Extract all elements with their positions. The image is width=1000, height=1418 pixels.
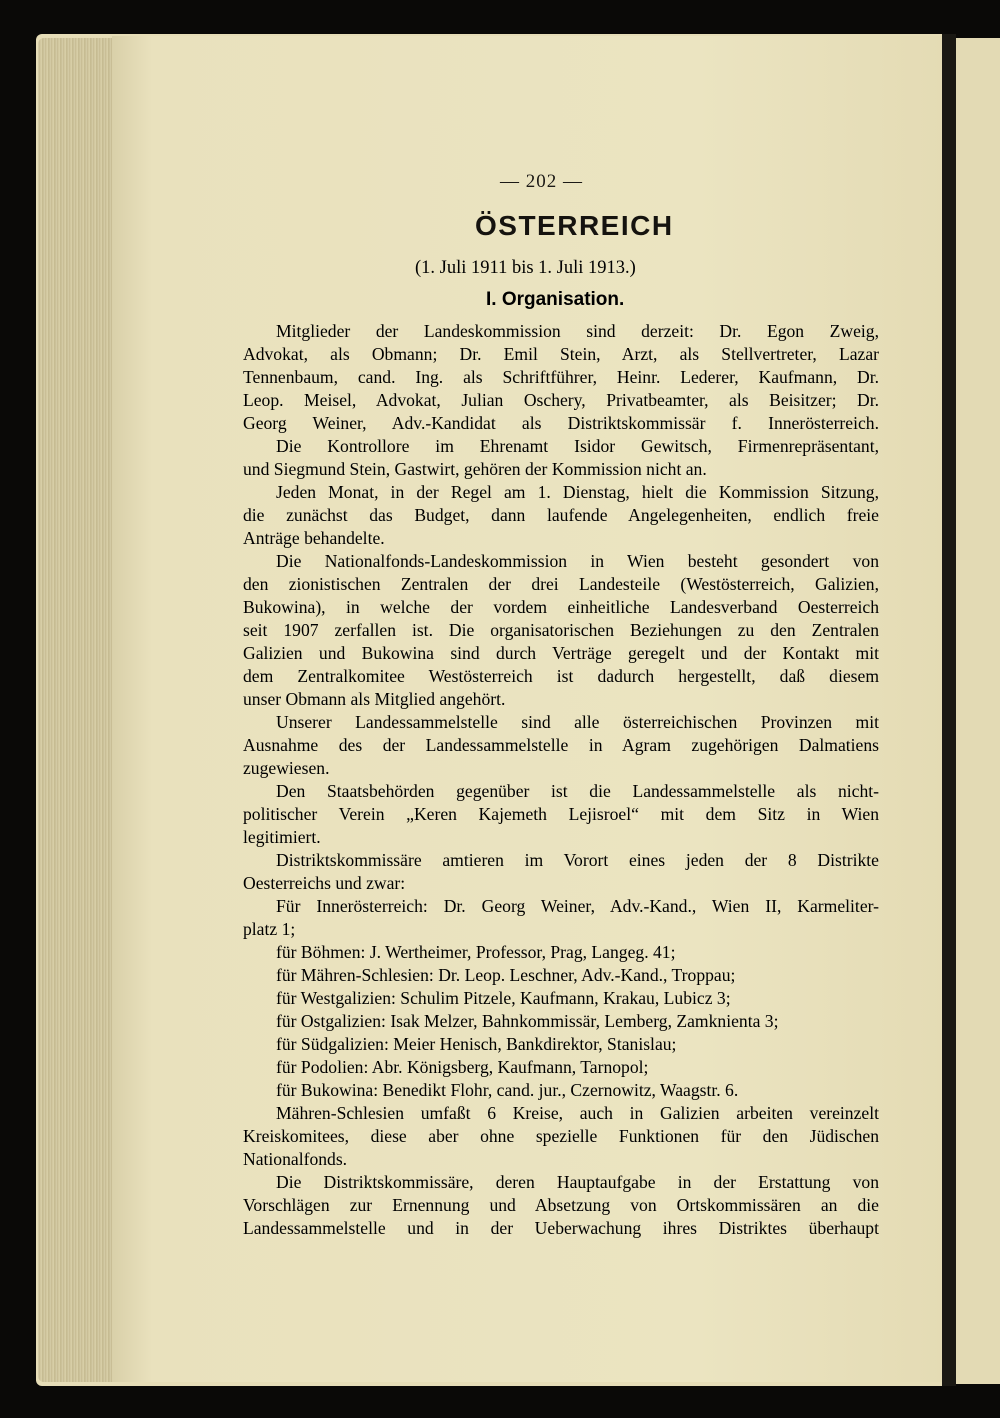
district-entry: für Südgalizien: Meier Henisch, Bankdirektor, Stanislau; bbox=[276, 1034, 677, 1054]
district-entry: für Mähren-Schlesien: Dr. Leop. Leschner, Adv.-Kand., Troppau; bbox=[276, 965, 736, 985]
text-line: platz 1; bbox=[243, 919, 296, 939]
book-gutter bbox=[942, 34, 956, 1386]
text-line: Ausnahme des der Landessammelstelle in Agram zugehörigen Dalmatiens bbox=[243, 735, 879, 755]
district-entry: für Böhmen: J. Wertheimer, Professor, Prag, Langeg. 41; bbox=[276, 942, 676, 962]
text-line: Die Nationalfonds-Landeskommission in Wien besteht gesondert von bbox=[276, 551, 879, 571]
page-title: ÖSTERREICH bbox=[475, 210, 674, 241]
text-line: Unserer Landessammelstelle sind alle österreichischen Provinzen mit bbox=[276, 712, 879, 732]
text-line: unser Obmann als Mitglied angehört. bbox=[243, 689, 506, 709]
text-line: Die Distriktskommissäre, deren Hauptaufgabe in der Erstattung von bbox=[276, 1172, 879, 1192]
text-line: Advokat, als Obmann; Dr. Emil Stein, Arzt, als Stellvertreter, Lazar bbox=[243, 344, 879, 364]
text-line: den zionistischen Zentralen der drei Landesteile (Westösterreich, Galizien, bbox=[243, 574, 879, 594]
page-edges bbox=[38, 38, 122, 1382]
text-line: Georg Weiner, Adv.-Kandidat als Distriktskommissär f. Innerösterreich. bbox=[243, 413, 879, 433]
text-line: Jeden Monat, in der Regel am 1. Dienstag, hielt die Kommission Sitzung, bbox=[276, 482, 879, 502]
district-entry: für Podolien: Abr. Königsberg, Kaufmann, Tarnopol; bbox=[276, 1057, 649, 1077]
text-line: politischer Verein „Keren Kajemeth Lejisroel“ mit dem Sitz in Wien bbox=[243, 804, 879, 824]
section-heading: I. Organisation. bbox=[486, 289, 625, 310]
text-line: dem Zentralkomitee Westösterreich ist dadurch hergestellt, daß diesem bbox=[243, 666, 879, 686]
date-range-subtitle: (1. Juli 1911 bis 1. Juli 1913.) bbox=[415, 258, 636, 278]
district-entry: für Ostgalizien: Isak Melzer, Bahnkommissär, Lemberg, Zamknienta 3; bbox=[276, 1011, 779, 1031]
text-line: Nationalfonds. bbox=[243, 1149, 348, 1169]
page-number: — 202 — bbox=[500, 171, 583, 192]
text-line: Bukowina), in welche der vordem einheitliche Landesverband Oesterreich bbox=[243, 597, 879, 617]
text-line: Landessammelstelle und in der Ueberwachung ihres Distriktes überhaupt bbox=[243, 1218, 879, 1238]
text-line: seit 1907 zerfallen ist. Die organisatorischen Beziehungen zu den Zentralen bbox=[243, 620, 879, 640]
text-line: Für Innerösterreich: Dr. Georg Weiner, Adv.-Kand., Wien II, Karmeliter- bbox=[276, 896, 879, 916]
text-line: Vorschlägen zur Ernennung und Absetzung von Ortskommissären an die bbox=[243, 1195, 879, 1215]
text-line: Den Staatsbehörden gegenüber ist die Landessammelstelle als nicht- bbox=[276, 781, 879, 801]
text-line: die zunächst das Budget, dann laufende Angelegenheiten, endlich freie bbox=[243, 505, 879, 525]
text-line: Distriktskommissäre amtieren im Vorort eines jeden der 8 Distrikte bbox=[276, 850, 879, 870]
facing-page-edge bbox=[956, 38, 1000, 1384]
district-entry: für Bukowina: Benedikt Flohr, cand. jur., Czernowitz, Waagstr. 6. bbox=[276, 1080, 739, 1100]
text-line: und Siegmund Stein, Gastwirt, gehören der Kommission nicht an. bbox=[243, 459, 707, 479]
text-line: Mitglieder der Landeskommission sind derzeit: Dr. Egon Zweig, bbox=[276, 321, 879, 341]
text-line: Kreiskomitees, diese aber ohne spezielle Funktionen für den Jüdischen bbox=[243, 1126, 879, 1146]
text-line: Mähren-Schlesien umfaßt 6 Kreise, auch in Galizien arbeiten vereinzelt bbox=[276, 1103, 879, 1123]
text-line: legitimiert. bbox=[243, 827, 321, 847]
text-line: Leop. Meisel, Advokat, Julian Oschery, Privatbeamter, als Beisitzer; Dr. bbox=[243, 390, 879, 410]
text-line: zugewiesen. bbox=[243, 758, 330, 778]
text-line: Anträge behandelte. bbox=[243, 528, 385, 548]
text-line: Oesterreichs und zwar: bbox=[243, 873, 406, 893]
text-line: Galizien und Bukowina sind durch Verträge geregelt und der Kontakt mit bbox=[243, 643, 879, 663]
text-line: Tennenbaum, cand. Ing. als Schriftführer, Heinr. Lederer, Kaufmann, Dr. bbox=[243, 367, 879, 387]
district-entry: für Westgalizien: Schulim Pitzele, Kaufmann, Krakau, Lubicz 3; bbox=[276, 988, 731, 1008]
text-line: Die Kontrollore im Ehrenamt Isidor Gewitsch, Firmenrepräsentant, bbox=[276, 436, 879, 456]
